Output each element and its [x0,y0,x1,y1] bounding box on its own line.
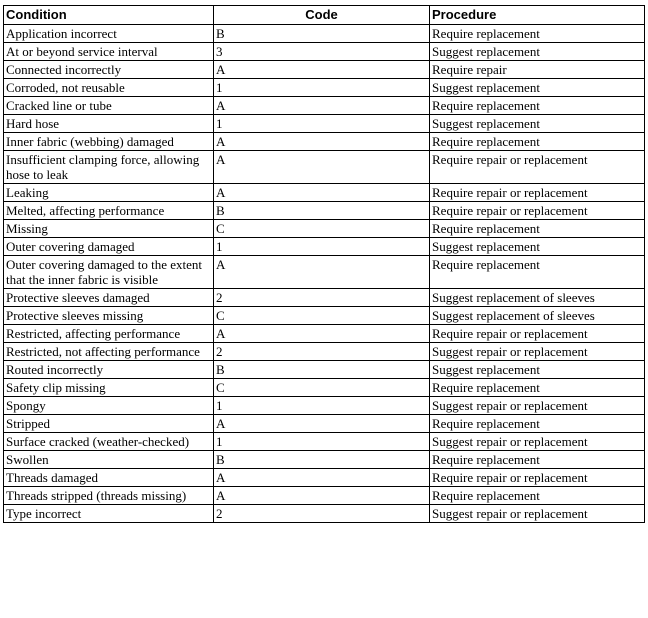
cell-procedure: Require repair or replacement [430,202,645,220]
cell-procedure: Suggest replacement [430,361,645,379]
cell-procedure: Require replacement [430,25,645,43]
cell-condition: At or beyond service interval [4,43,214,61]
table-row [4,307,645,325]
header-row [4,6,645,25]
cell-procedure: Suggest repair or replacement [430,397,645,415]
table-row [4,202,645,220]
cell-condition: Melted, affecting performance [4,202,214,220]
cell-procedure: Require replacement [430,451,645,469]
cell-code: C [214,379,430,397]
cell-procedure: Require repair or replacement [430,469,645,487]
table-row [4,397,645,415]
table-row [4,469,645,487]
cell-code: A [214,487,430,505]
cell-procedure: Require repair or replacement [430,151,645,184]
table-row [4,433,645,451]
header-condition: Condition [4,6,214,25]
cell-code: 2 [214,289,430,307]
cell-code: C [214,220,430,238]
table-row [4,115,645,133]
condition-code-table [3,5,645,523]
table-row [4,151,645,184]
cell-procedure: Require repair [430,61,645,79]
table-row [4,505,645,523]
table-row [4,61,645,79]
cell-code: A [214,61,430,79]
cell-condition: Outer covering damaged [4,238,214,256]
table-row [4,184,645,202]
cell-code: A [214,151,430,184]
cell-procedure: Require repair or replacement [430,325,645,343]
cell-code: 1 [214,115,430,133]
cell-condition: Outer covering damaged to the extent that the inner fabric is visible [4,256,214,289]
table-row [4,97,645,115]
cell-procedure: Require replacement [430,256,645,289]
cell-procedure: Require replacement [430,220,645,238]
cell-code: A [214,133,430,151]
cell-code: A [214,469,430,487]
cell-code: 1 [214,397,430,415]
table-row [4,256,645,289]
cell-code: 1 [214,433,430,451]
cell-condition: Hard hose [4,115,214,133]
cell-procedure: Require replacement [430,133,645,151]
cell-code: A [214,184,430,202]
table-row [4,343,645,361]
cell-condition: Spongy [4,397,214,415]
cell-procedure: Suggest replacement [430,43,645,61]
table-row [4,25,645,43]
cell-condition: Protective sleeves missing [4,307,214,325]
cell-procedure: Suggest replacement of sleeves [430,307,645,325]
cell-procedure: Suggest replacement of sleeves [430,289,645,307]
cell-code: 1 [214,238,430,256]
cell-procedure: Require replacement [430,379,645,397]
table-row [4,361,645,379]
cell-code: A [214,325,430,343]
table-row [4,325,645,343]
table-row [4,220,645,238]
cell-code: 2 [214,505,430,523]
table-row [4,415,645,433]
table-row [4,133,645,151]
table-row [4,379,645,397]
cell-condition: Surface cracked (weather-checked) [4,433,214,451]
cell-condition: Threads stripped (threads missing) [4,487,214,505]
cell-code: B [214,361,430,379]
cell-condition: Protective sleeves damaged [4,289,214,307]
cell-procedure: Suggest replacement [430,238,645,256]
cell-procedure: Suggest replacement [430,79,645,97]
cell-condition: Leaking [4,184,214,202]
cell-code: A [214,415,430,433]
cell-code: A [214,256,430,289]
cell-condition: Connected incorrectly [4,61,214,79]
table-row [4,79,645,97]
table-row [4,43,645,61]
cell-procedure: Require replacement [430,97,645,115]
table-row [4,487,645,505]
cell-procedure: Require replacement [430,415,645,433]
cell-code: 2 [214,343,430,361]
table-row [4,289,645,307]
table-row [4,451,645,469]
cell-code: C [214,307,430,325]
header-code: Code [214,6,430,25]
cell-condition: Inner fabric (webbing) damaged [4,133,214,151]
cell-condition: Restricted, not affecting performance [4,343,214,361]
cell-procedure: Require repair or replacement [430,184,645,202]
cell-condition: Insufficient clamping force, allowing hose to leak [4,151,214,184]
cell-condition: Missing [4,220,214,238]
cell-code: A [214,97,430,115]
cell-condition: Application incorrect [4,25,214,43]
cell-code: B [214,202,430,220]
table-row [4,238,645,256]
table-body [4,25,645,523]
cell-condition: Stripped [4,415,214,433]
cell-condition: Swollen [4,451,214,469]
cell-condition: Restricted, affecting performance [4,325,214,343]
cell-condition: Routed incorrectly [4,361,214,379]
cell-procedure: Suggest replacement [430,115,645,133]
cell-procedure: Suggest repair or replacement [430,505,645,523]
cell-code: 1 [214,79,430,97]
cell-condition: Safety clip missing [4,379,214,397]
cell-condition: Cracked line or tube [4,97,214,115]
cell-condition: Type incorrect [4,505,214,523]
cell-procedure: Require replacement [430,487,645,505]
cell-condition: Threads damaged [4,469,214,487]
cell-code: B [214,451,430,469]
cell-procedure: Suggest repair or replacement [430,343,645,361]
cell-code: B [214,25,430,43]
cell-procedure: Suggest repair or replacement [430,433,645,451]
cell-code: 3 [214,43,430,61]
header-procedure: Procedure [430,6,645,25]
cell-condition: Corroded, not reusable [4,79,214,97]
